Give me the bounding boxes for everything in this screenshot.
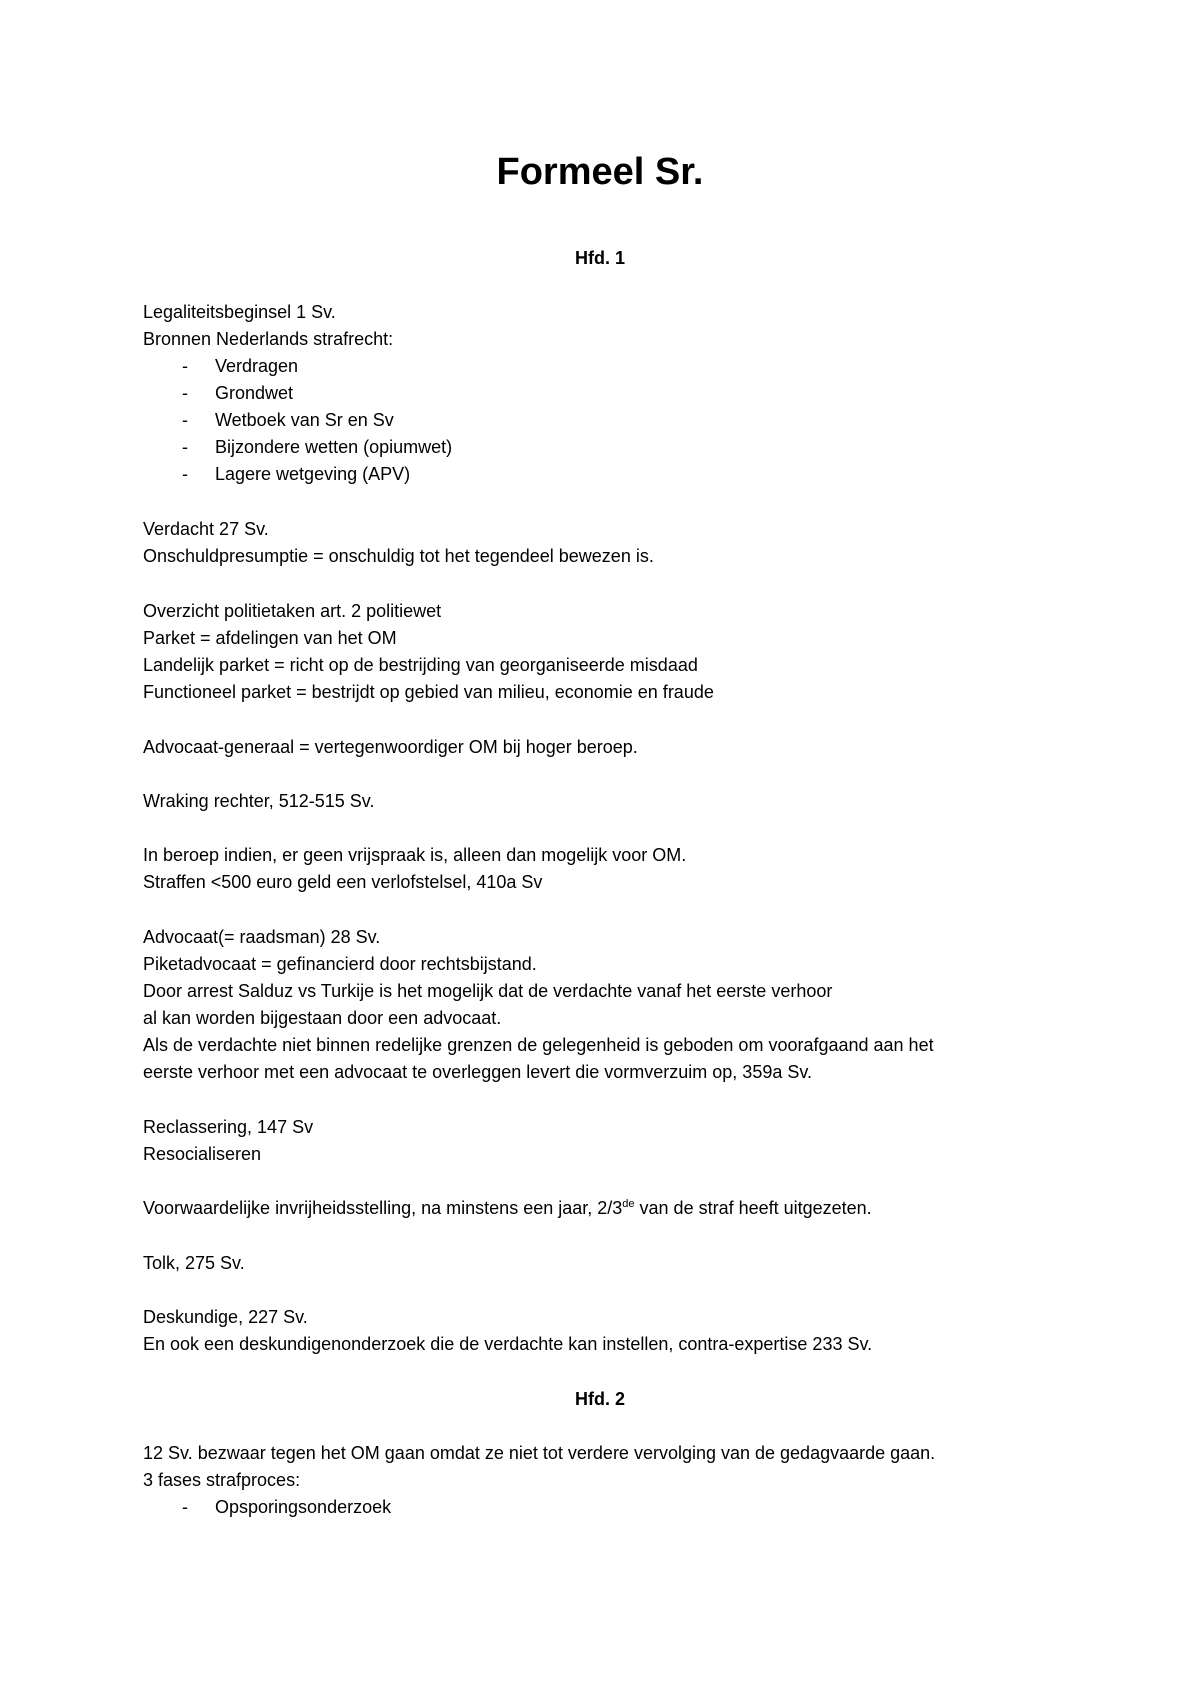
reclassering-line: Reclassering, 147 Sv	[143, 1117, 314, 1137]
landelijk-line: Landelijk parket = richt op de bestrijding van georganiseerde misdaad	[143, 655, 698, 675]
chapter-heading-1: Hfd. 1	[574, 248, 625, 268]
list-item-text: Verdragen	[215, 356, 299, 376]
invrijheidsstelling-line	[143, 1196, 872, 1220]
page-title: Formeel Sr.	[496, 151, 704, 193]
bullet-dash: -	[182, 356, 188, 376]
bronnen-intro: Bronnen Nederlands strafrecht:	[143, 329, 394, 349]
list-item-text: Grondwet	[215, 383, 294, 403]
contra-expertise-line: En ook een deskundigenonderzoek die de verdachte kan instellen, contra-expertise 233 Sv.	[143, 1334, 873, 1354]
bullet-dash: -	[182, 1497, 188, 1517]
legaliteit-line: Legaliteitsbeginsel 1 Sv.	[143, 302, 336, 322]
salduz-line-1: Door arrest Salduz vs Turkije is het mogelijk dat de verdachte vanaf het eerste verhoor	[143, 981, 833, 1001]
fases-line: 3 fases strafproces:	[143, 1470, 301, 1490]
list-item-text: Wetboek van Sr en Sv	[215, 410, 394, 430]
bullet-dash: -	[182, 464, 188, 484]
advocaat-generaal-line: Advocaat-generaal = vertegenwoordiger OM bij hoger beroep.	[143, 737, 638, 757]
invrijheidsstelling-text: Voorwaardelijke invrijheidsstelling, na minstens een jaar, 2/3	[143, 1198, 623, 1218]
functioneel-line: Functioneel parket = bestrijdt op gebied van milieu, economie en fraude	[143, 682, 714, 702]
list-item-text: Opsporingsonderzoek	[215, 1497, 392, 1517]
bullet-dash: -	[182, 383, 188, 403]
verdacht-line: Verdacht 27 Sv.	[143, 519, 269, 539]
superscript-de: de	[622, 1198, 635, 1210]
straffen-line: Straffen <500 euro geld een verlofstelsel, 410a Sv	[143, 872, 543, 892]
parket-line: Parket = afdelingen van het OM	[143, 628, 397, 648]
politietaken-line: Overzicht politietaken art. 2 politiewet	[143, 601, 442, 621]
invrijheidsstelling-text-end: van de straf heeft uitgezeten.	[634, 1198, 872, 1218]
vormverzuim-line-2: eerste verhoor met een advocaat te overleggen levert die vormverzuim op, 359a Sv.	[143, 1062, 813, 1082]
deskundige-line: Deskundige, 227 Sv.	[143, 1307, 308, 1327]
tolk-line: Tolk, 275 Sv.	[143, 1253, 245, 1273]
vormverzuim-line-1: Als de verdachte niet binnen redelijke grenzen de gelegenheid is geboden om voorafgaand aan het	[143, 1035, 934, 1055]
piket-line: Piketadvocaat = gefinancierd door rechtsbijstand.	[143, 954, 537, 974]
advocaat-line: Advocaat(= raadsman) 28 Sv.	[143, 927, 381, 947]
list-item-text: Lagere wetgeving (APV)	[215, 464, 411, 484]
wraking-line: Wraking rechter, 512-515 Sv.	[143, 791, 375, 811]
chapter-heading-2: Hfd. 2	[574, 1389, 625, 1409]
onschuld-line: Onschuldpresumptie = onschuldig tot het tegendeel bewezen is.	[143, 546, 654, 566]
list-item-text: Bijzondere wetten (opiumwet)	[215, 437, 453, 457]
resocialiseren-line: Resocialiseren	[143, 1144, 262, 1164]
beroep-line: In beroep indien, er geen vrijspraak is, alleen dan mogelijk voor OM.	[143, 845, 687, 865]
bullet-dash: -	[182, 437, 188, 457]
salduz-line-2: al kan worden bijgestaan door een advocaat.	[143, 1008, 502, 1028]
bezwaar-line: 12 Sv. bezwaar tegen het OM gaan omdat ze niet tot verdere vervolging van de gedagvaarde gaan.	[143, 1443, 936, 1463]
bullet-dash: -	[182, 410, 188, 430]
